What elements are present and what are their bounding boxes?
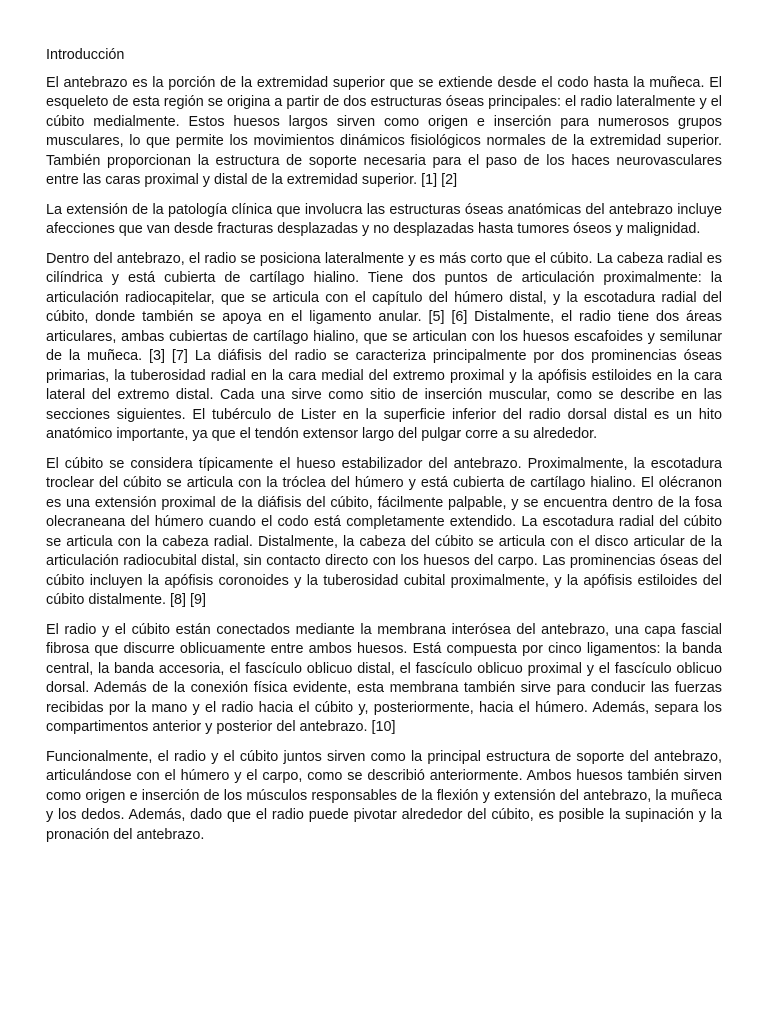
paragraph-4: El cúbito se considera típicamente el hueso estabilizador del antebrazo. Proximalmente, la escotadura troclear del cúbito se articula con la tróclea del húmero y está cubierta de cartílago hialino. El olécranon es una extensión proximal de la diáfisis del cúbito, fácilmente palpable, y se encuentra dentro de la fosa olecraneana del húmero cuando el codo está completamente extendido. La escotadura radial del cúbito se articula con la cabeza radial. Distalmente, la cabeza del cúbito se articula con el disco articular de la articulación radiocubital distal, sin contacto directo con los huesos del carpo. Las prominencias óseas del cúbito incluyen la apófisis coronoides y la tuberosidad cubital proximalmente, y la apófisis estiloides del cúbito distalmente. [8] [9] [46, 455, 722, 608]
paragraph-6: Funcionalmente, el radio y el cúbito juntos sirven como la principal estructura de soporte del antebrazo, articulándose con el húmero y el carpo, como se describió anteriormente. Ambos huesos también sirven como origen e inserción de los músculos responsables de la flexión y extensión del antebrazo, la muñeca y los dedos. Además, dado que el radio puede pivotar alrededor del cúbito, es posible la supinación y la pronación del antebrazo. [46, 748, 722, 843]
paragraph-1: El antebrazo es la porción de la extremidad superior que se extiende desde el codo hasta la muñeca. El esqueleto de esta región se origina a partir de dos estructuras óseas principales: el radio lateralmente y el cúbito medialmente. Estos huesos largos sirven como origen e inserción para numerosos grupos musculares, lo que permite los movimientos dinámicos fisiológicos normales de la extremidad superior. También proporcionan la estructura de soporte necesaria para el paso de los haces neurovasculares entre las caras proximal y distal de la extremidad superior. [1] [2] [46, 74, 722, 188]
paragraph-3: Dentro del antebrazo, el radio se posiciona lateralmente y es más corto que el cúbito. La cabeza radial es cilíndrica y está cubierta de cartílago hialino. Tiene dos puntos de articulación proximalmente: la articulación radiocapitelar, que se articula con el capítulo del húmero distal, y la escotadura radial del cúbito, donde también se apoya en el ligamento anular. [5] [6] Distalmente, el radio tiene dos áreas articulares, ambas cubiertas de cartílago hialino, que se articulan con los huesos escafoides y semilunar de la muñeca. [3] [7] La diáfisis del radio se caracteriza principalmente por dos prominencias óseas primarias, la tuberosidad radial en la cara medial del extremo proximal y la apófisis estiloides en la cara lateral del extremo distal. Cada una sirve como sitio de inserción muscular, como se describe en las secciones siguientes. El tubérculo de Lister en la superficie inferior del radio dorsal distal es un hito anatómico importante, ya que el tendón extensor largo del pulgar corre a su alrededor. [46, 250, 722, 442]
paragraph-2: La extensión de la patología clínica que involucra las estructuras óseas anatómicas del antebrazo incluye afecciones que van desde fracturas desplazadas y no desplazadas hasta tumores óseos y malignidad. [46, 201, 722, 237]
paragraph-5: El radio y el cúbito están conectados mediante la membrana interósea del antebrazo, una capa fascial fibrosa que discurre oblicuamente entre ambos huesos. Está compuesta por cinco ligamentos: la banda central, la banda accesoria, el fascículo oblicuo distal, el fascículo oblicuo proximal y el fascículo oblicuo dorsal. Además de la conexión física evidente, esta membrana también sirve para conducir las fuerzas recibidas por la mano y el radio hacia el cúbito y, posteriormente, hacia el húmero. Además, separa los compartimentos anterior y posterior del antebrazo. [10] [46, 621, 722, 735]
section-heading: Introducción [46, 47, 125, 63]
document-page [46, 46, 722, 855]
